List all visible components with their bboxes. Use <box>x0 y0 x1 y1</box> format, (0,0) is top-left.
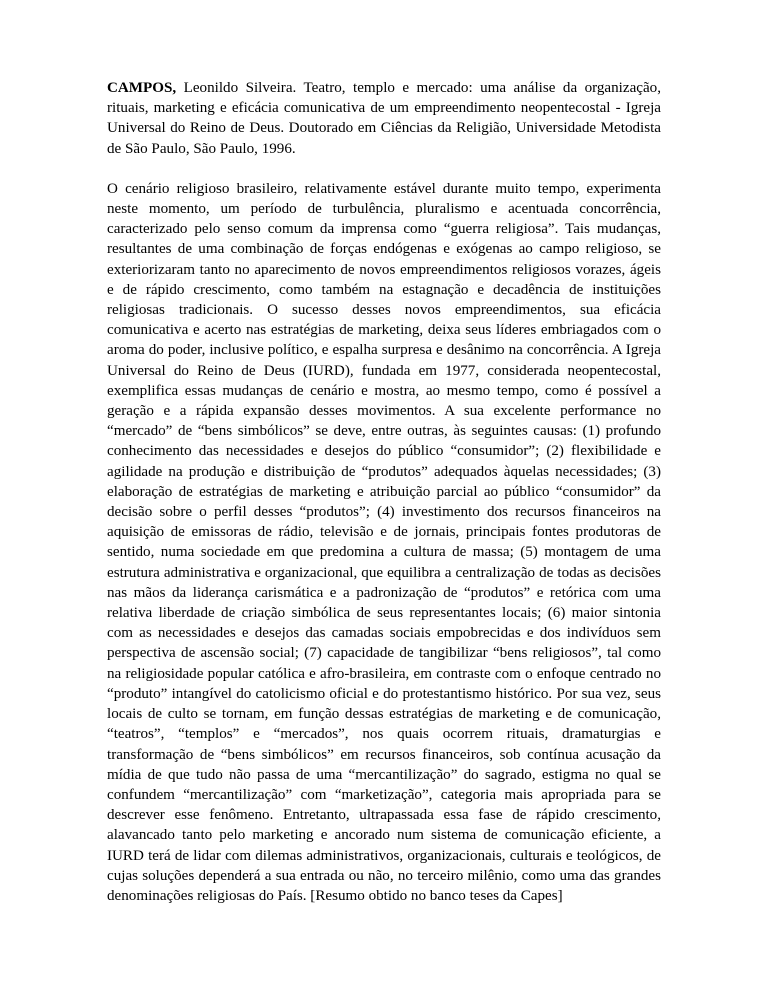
author-surname: CAMPOS, <box>107 80 177 96</box>
abstract-paragraph: O cenário religioso brasileiro, relativamente estável durante muito tempo, experimenta neste momento, um período de turbulência, pluralismo e acentuada concorrência, caracterizado pelo senso comum da imprensa como “guerra religiosa”. Tais mudanças, resultantes de uma combinação de forças endógenas e exógenas ao campo religioso, se exteriorizaram tanto no aparecimento de novos empreendimentos religiosos vorazes, ágeis e de rápido crescimento, como também na estagnação e decadência de instituições religiosas tradicionais. O sucesso desses novos empreendimentos, sua eficácia comunicativa e acerto nas estratégias de marketing, deixa seus líderes embriagados com o aroma do poder, inclusive político, e espalha surpresa e desânimo na concorrência. A Igreja Universal do Reino de Deus (IURD), fundada em 1977, considerada neopentecostal, exemplifica essas mudanças de cenário e mostra, ao mesmo tempo, como é possível a geração e a rápida expansão desses movimentos. A sua excelente performance no “mercado” de “bens simbólicos” se deve, entre outras, às seguintes causas: (1) profundo conhecimento das necessidades e desejos do público “consumidor”; (2) flexibilidade e agilidade na produção e distribuição de “produtos” adequados àquelas necessidades; (3) elaboração de estratégias de marketing e atribuição parcial ao público “consumidor” da decisão sobre o perfil desses “produtos”; (4) investimento dos recursos financeiros na aquisição de emissoras de rádio, televisão e de jornais, principais fontes produtoras de sentido, numa sociedade em que predomina a cultura de massa; (5) montagem de uma estrutura administrativa e organizacional, que equilibra a centralização de todas as decisões nas mãos da liderança carismática e a padronização de “produtos” e retórica com uma relativa liberdade de criação simbólica de seus representantes locais; (6) maior sintonia com as necessidades e desejos das camadas sociais empobrecidas e dos indivíduos sem perspectiva de ascensão social; (7) capacidade de tangibilizar “bens religiosos”, tal como na religiosidade popular católica e afro-brasileira, em contraste com o enfoque centrado no “produto” intangível do catolicismo oficial e do protestantismo histórico. Por sua vez, seus locais de culto se tornam, em função dessas estratégias de marketing e de comunicação, “teatros”, “templos” e “mercados”, nos quais ocorrem rituais, dramaturgias e transformação de “bens simbólicos” em recursos financeiros, sob contínua acusação da mídia de que tudo não passa de uma “mercantilização” do sagrado, estigma no qual se confundem “mercantilização” com “marketização”, categoria mais apropriada para se descrever esse fenômeno. Entretanto, ultrapassada essa fase de rápido crescimento, alavancado tanto pelo marketing e ancorado num sistema de comunicação eficiente, a IURD terá de lidar com dilemas administrativos, organizacionais, culturais e teológicos, de cujas soluções dependerá a sua entrada ou não, no terceiro milênio, como uma das grandes denominações religiosas do País. [Resumo obtido no banco teses da Capes] <box>107 180 661 904</box>
document-page <box>107 78 661 906</box>
citation-paragraph <box>107 78 661 159</box>
citation-text: Leonildo Silveira. Teatro, templo e mercado: uma análise da organização, rituais, marketing e eficácia comunicativa de um empreendimento neopentecostal - Igreja Universal do Reino de Deus. Doutorado em Ciências da Religião, Universidade Metodista de São Paulo, São Paulo, 1996. <box>107 80 661 157</box>
